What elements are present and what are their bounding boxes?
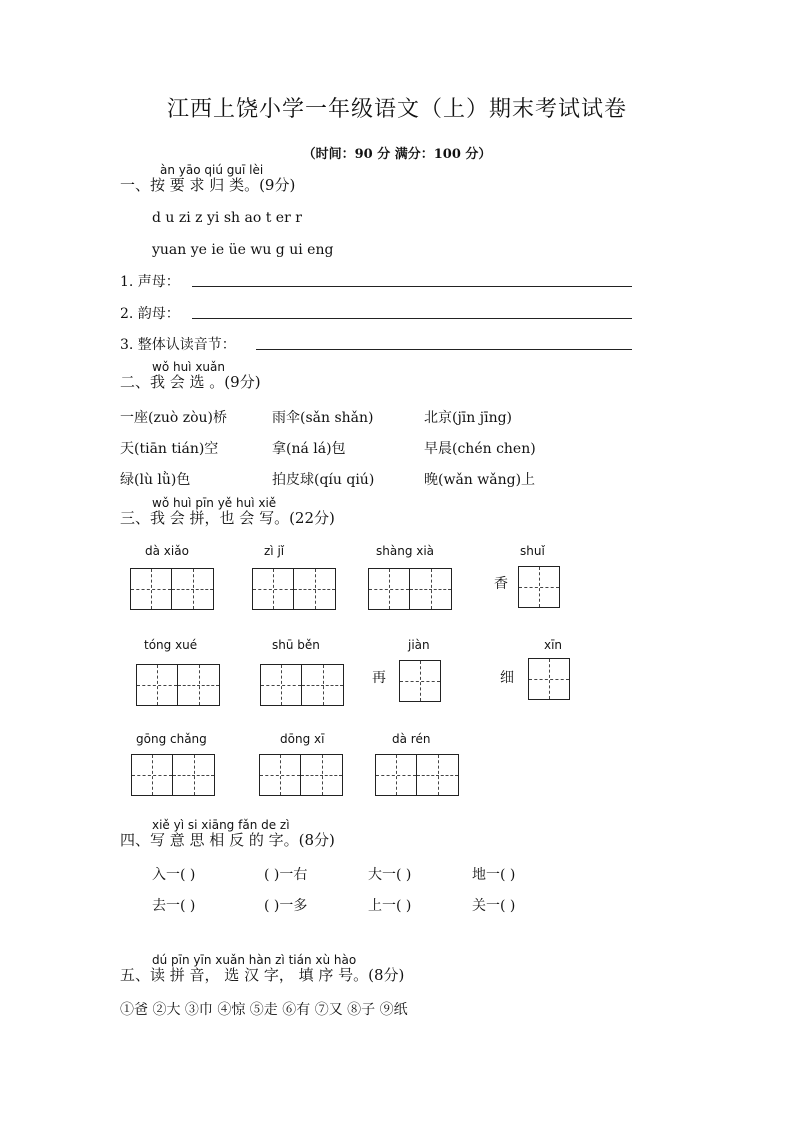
s3-g10-grid[interactable] (259, 754, 343, 796)
s4-item[interactable]: 关一( ) (472, 898, 516, 914)
s2-item[interactable]: 雨伞(sǎn shǎn) (272, 410, 374, 426)
s3-g2-grid[interactable] (252, 568, 336, 610)
s3-g1-pinyin: dà xiǎo (145, 544, 189, 558)
s3-g9-grid[interactable] (131, 754, 215, 796)
s3-g3-pinyin: shàng xià (376, 544, 435, 558)
s4-item[interactable]: 去一( ) (152, 898, 196, 914)
s1-heading: 一、按 要 求 归 类。(9分) (120, 176, 296, 194)
s2-item[interactable]: 拿(ná lá)包 (272, 441, 346, 457)
s4-pinyin: xiě yì si xiāng fǎn de zì (152, 818, 290, 832)
s1-q2-label: 2. 韵母： (120, 306, 180, 322)
s3-g8-char: 细 (500, 670, 514, 686)
s2-item[interactable]: 一座(zuò zòu)桥 (120, 410, 228, 426)
s4-item[interactable]: 地一( ) (472, 867, 516, 883)
s4-item[interactable]: 入一( ) (152, 867, 196, 883)
s3-g6-pinyin: shū běn (272, 638, 320, 652)
s4-item[interactable]: 大一( ) (368, 867, 412, 883)
s1-q3-answer-line[interactable] (256, 349, 632, 350)
s2-item[interactable]: 晚(wǎn wǎng)上 (424, 472, 536, 488)
s3-g1-grid[interactable] (130, 568, 214, 610)
s3-pinyin: wǒ huì pīn yě huì xiě (152, 496, 277, 510)
s3-g9-pinyin: gōng chǎng (136, 732, 207, 746)
s3-g5-grid[interactable] (136, 664, 220, 706)
s4-heading: 四、写 意 思 相 反 的 字。(8分) (120, 831, 335, 849)
s4-item[interactable]: ( )一右 (264, 867, 308, 883)
page-title: 江西上饶小学一年级语文（上）期末考试试卷 (166, 97, 627, 122)
s1-row2: yuan ye ie üe wu g ui eng (152, 242, 334, 258)
s3-heading: 三、我 会 拼，也 会 写。(22分) (120, 509, 335, 527)
s2-item[interactable]: 拍皮球(qíu qiú) (272, 472, 375, 488)
s2-item[interactable]: 早晨(chén chen) (424, 441, 536, 457)
s2-item[interactable]: 天(tiān tián)空 (120, 441, 219, 457)
s4-item[interactable]: ( )一多 (264, 898, 308, 914)
s2-item[interactable]: 北京(jīn jīng) (424, 410, 513, 426)
s4-item[interactable]: 上一( ) (368, 898, 412, 914)
s1-q1-label: 1. 声母： (120, 274, 180, 290)
s3-g11-grid[interactable] (375, 754, 459, 796)
s3-g8-pinyin: xīn (544, 638, 563, 652)
s3-g11-pinyin: dà rén (392, 732, 431, 746)
s3-g5-pinyin: tóng xué (144, 638, 198, 652)
s5-pinyin: dú pīn yīn xuǎn hàn zì tián xù hào (152, 953, 357, 967)
s3-g4-char: 香 (494, 576, 508, 592)
s3-g10-pinyin: dōng xī (280, 732, 325, 746)
s1-q1-answer-line[interactable] (192, 286, 632, 287)
s2-item[interactable]: 绿(lù lǜ)色 (120, 472, 191, 488)
s3-g7-grid[interactable] (399, 660, 441, 702)
s5-items: ①爸 ②大 ③巾 ④惊 ⑤走 ⑥有 ⑦又 ⑧子 ⑨纸 (120, 1002, 408, 1018)
s3-g4-grid[interactable] (518, 566, 560, 608)
page-subtitle: （时间：90 分 满分：100 分） (302, 147, 492, 162)
s1-q3-label: 3. 整体认读音节： (120, 337, 236, 353)
s1-pinyin: àn yāo qiú guī lèi (160, 163, 264, 177)
s3-g6-grid[interactable] (260, 664, 344, 706)
s3-g8-grid[interactable] (528, 658, 570, 700)
s3-g7-pinyin: jiàn (408, 638, 430, 652)
s5-heading: 五、读 拼 音， 选 汉 字， 填 序 号。(8分) (120, 966, 405, 984)
s1-q2-answer-line[interactable] (192, 318, 632, 319)
s3-g2-pinyin: zì jǐ (264, 544, 285, 558)
s2-heading: 二、我 会 选 。(9分) (120, 373, 261, 391)
s3-g4-pinyin: shuǐ (520, 544, 545, 558)
s3-g3-grid[interactable] (368, 568, 452, 610)
s3-g7-char: 再 (372, 670, 386, 686)
s2-pinyin: wǒ huì xuǎn (152, 360, 225, 374)
s1-row1: d u zi z yi sh ao t er r (152, 210, 302, 226)
